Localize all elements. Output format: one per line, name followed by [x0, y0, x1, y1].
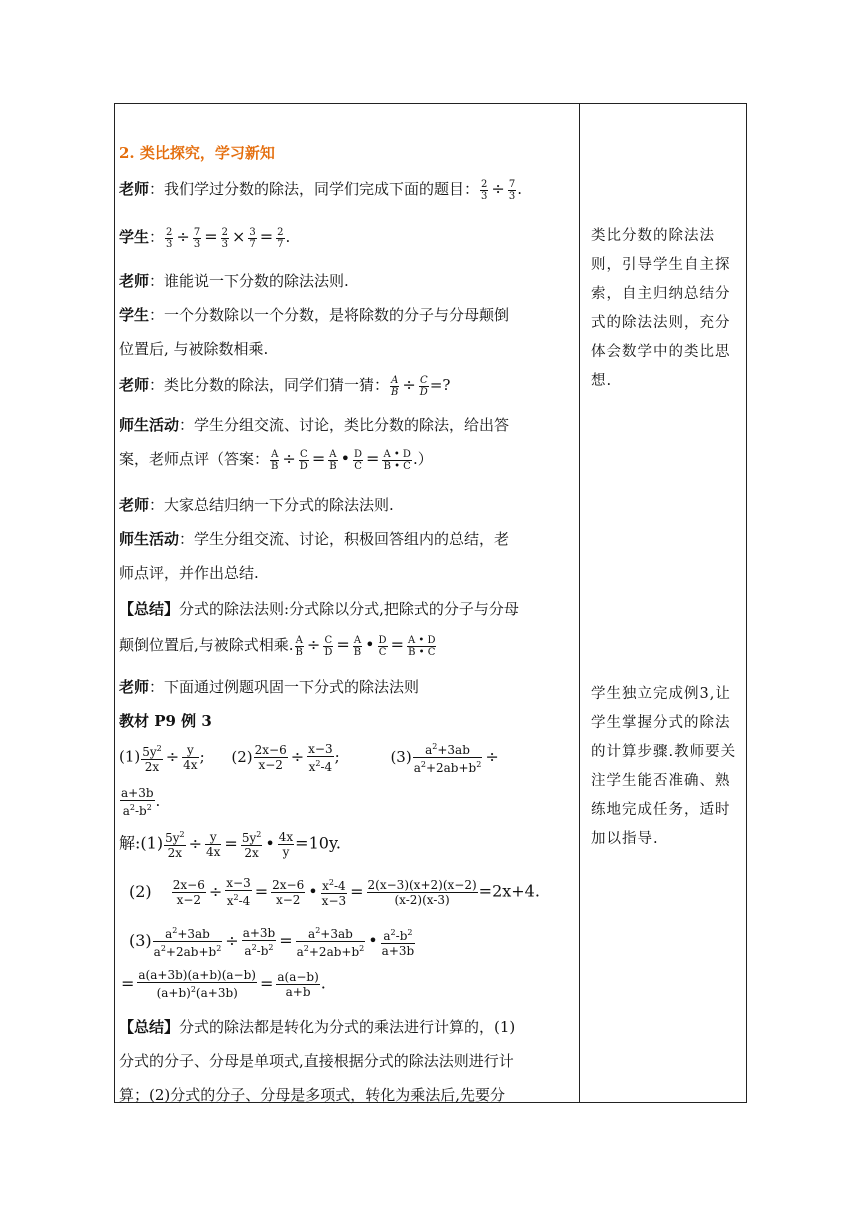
section-title: 2. 类比探究，学习新知	[119, 144, 275, 162]
teacher-line-5	[119, 676, 419, 697]
text: ：学生分组交流、讨论，类比分数的除法，给出答	[179, 416, 510, 434]
column-divider	[579, 104, 580, 1102]
teacher-line-2	[119, 270, 349, 291]
speaker-label: 老师	[119, 376, 150, 394]
text: ：下面通过例题巩固一下分式的除法法则	[149, 678, 420, 696]
speaker-label: 老师	[119, 180, 150, 198]
text: 分式的除法都是转化为分式的乘法进行计算的，(1)	[179, 1018, 516, 1036]
speaker-label: 老师	[119, 678, 150, 696]
speaker-label: 师生活动	[119, 530, 180, 548]
text: ：谁能说一下分数的除法法则.	[149, 272, 349, 290]
teacher-line-3: 老师：类比分数的除法，同学们猜一猜： $\frac{A}{B}$ ÷ $\frac{C}{D}$ =?	[119, 374, 451, 398]
speaker-label: 师生活动	[119, 416, 180, 434]
teacher-line-1: 老师：我们学过分数的除法，同学们完成下面的题目： $\frac{2}{3}$ ÷ $\frac{7}{3}$ .	[119, 178, 522, 202]
speaker-label: 学生	[119, 228, 150, 246]
activity-line-2a	[119, 528, 509, 549]
side-note-1: 类比分数的除法法则，引导学生自主探索，自主归纳总结分式的除法法则，充分体会数学中的类比思想.	[591, 228, 731, 389]
solution-3: (3) $\frac{a^2+3ab}{a^2+2ab+b^2}$ ÷ $\frac{a+3b}{a^2-b^2}$ = $\frac{a^2+3ab}{a^2+2ab+b^2}$ • $\frac{a^2-b^2}{a+3b}$	[129, 925, 415, 959]
summary-label: 【总结】	[119, 1018, 180, 1036]
text: ：一个分数除以一个分数，是将除数的分子与分母颠倒	[149, 306, 510, 324]
speaker-label: 老师	[119, 272, 150, 290]
activity-line-1b: 案，老师点评（答案： $\frac{A}{B}$ ÷ $\frac{C}{D}$ = $\frac{A}{B}$ • $\frac{D}{C}$ = $\frac{A • D}{B • C}$ .）	[119, 448, 433, 472]
example-problems: (1) $\frac{5y^2}{2x}$ ÷ $\frac{y}{4x}$ ; (2) $\frac{2x-6}{x-2}$ ÷ $\frac{x-3}{x^2-4}$ ; (3) $\frac{a^2+3ab}{a^2+2ab+b^2}$ ÷	[119, 741, 499, 775]
summary-label: 【总结】	[119, 600, 180, 618]
summary-line-2b: 分式的分子、分母是单项式,直接根据分式的除法法则进行计	[119, 1052, 514, 1070]
summary-line-2c: 算；(2)分式的分子、分母是多项式，转化为乘法后,先要分	[119, 1086, 506, 1104]
text: ：我们学过分数的除法，同学们完成下面的题目：	[149, 180, 480, 198]
text: 案，老师点评（答案：	[119, 450, 270, 468]
result: =10y.	[295, 833, 341, 853]
textbook-ref: 教材 P9 例 3	[119, 712, 212, 730]
text: 颠倒位置后,与被除式相乘.	[119, 636, 294, 654]
activity-line-1a	[119, 414, 509, 435]
student-line-2b: 位置后, 与被除数相乘.	[119, 340, 269, 358]
result: =2x+4.	[478, 881, 540, 901]
lesson-table	[114, 103, 747, 1103]
summary-line-1b: 颠倒位置后,与被除式相乘. $\frac{A}{B}$ ÷ $\frac{C}{D}$ = $\frac{A}{B}$ • $\frac{D}{C}$ = $\frac{A • D}{B • C}$	[119, 634, 436, 658]
student-line-1: 学生： $\frac{2}{3}$ ÷ $\frac{7}{3}$ = $\frac{2}{3}$ × $\frac{3}{7}$ = $\frac{2}{7}$ .	[119, 226, 291, 250]
summary-line-1a	[119, 598, 519, 619]
text: ：类比分数的除法，同学们猜一猜：	[149, 376, 390, 394]
speaker-label: 老师	[119, 496, 150, 514]
summary-line-2a	[119, 1016, 515, 1037]
side-note-2: 学生独立完成例3,让学生掌握分式的除法的计算步骤.教师要关注学生能否准确、熟练地完成任务，适时加以指导.	[591, 686, 737, 847]
solution-2: (2) $\frac{2x-6}{x-2}$ ÷ $\frac{x-3}{x^2-4}$ = $\frac{2x-6}{x-2}$ • $\frac{x^2-4}{x-3}$ = $\frac{2(x-3)(x+2)(x-2)}{(x-2)(x-3)}$ =2x+4.	[129, 876, 540, 908]
example-problems-cont: $\frac{a+3b}{a^2-b^2}$ .	[121, 786, 161, 818]
teacher-line-4	[119, 494, 394, 515]
speaker-label: 学生	[119, 306, 150, 324]
solution-label: 解:	[119, 833, 141, 853]
student-line-2a	[119, 304, 509, 325]
text: ：大家总结归纳一下分式的除法法则.	[149, 496, 394, 514]
text: 分式的除法法则:分式除以分式,把除式的分子与分母	[179, 600, 519, 618]
solution-1: 解:(1) $\frac{5y^2}{2x}$ ÷ $\frac{y}{4x}$ = $\frac{5y^2}{2x}$ • $\frac{4x}{y}$ =10y.	[119, 829, 341, 860]
question-mark: =?	[429, 376, 451, 394]
text: ：学生分组交流、讨论，积极回答组内的总结，老	[179, 530, 510, 548]
activity-line-2b: 师点评，并作出总结.	[119, 564, 259, 582]
solution-3-cont: = $\frac{a(a+3b)(a+b)(a-b)}{(a+b)^2(a+3b)}$ = $\frac{a(a-b)}{a+b}$ .	[121, 968, 326, 1000]
